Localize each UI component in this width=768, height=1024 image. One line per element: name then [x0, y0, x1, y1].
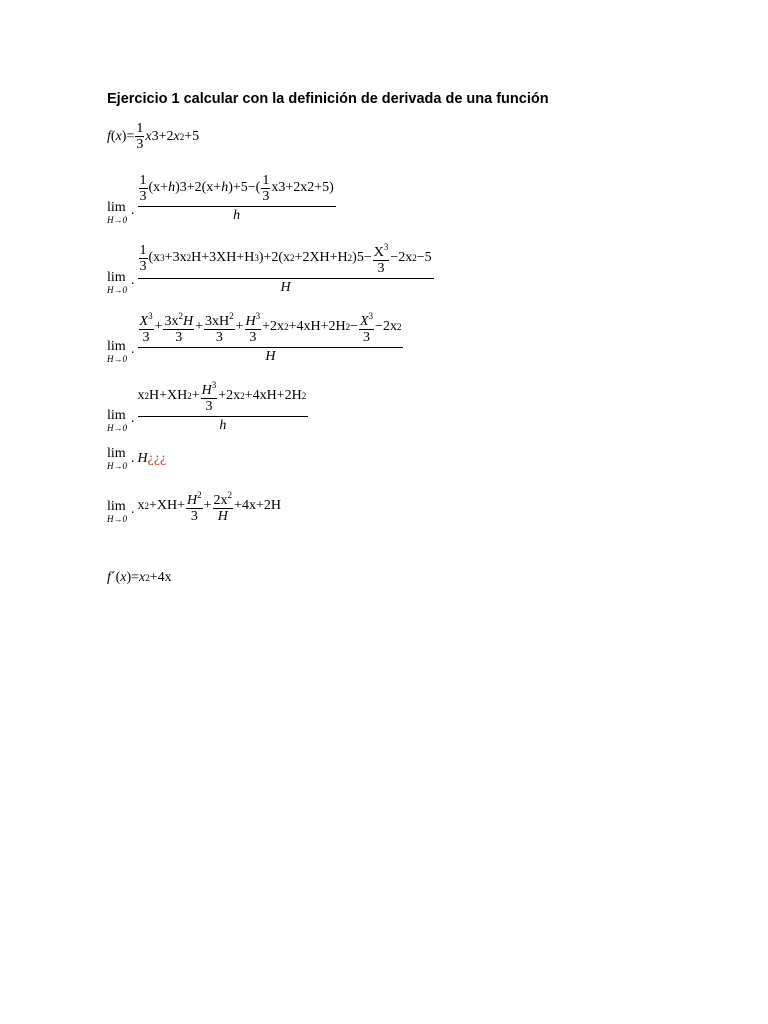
- limit-step-6: lim H→0 . x 2 +XH+ $\frac{H^2}{3}$ + $\frac{2x^2}{H}$ +4x+2H: [107, 490, 281, 524]
- function-definition: f ( x ) = $\frac{1}{3}$ x 3+2 x 2 +5: [107, 121, 200, 152]
- difference-quotient: $\frac{1}{3}$ (x+ h )3+2(x+ h )+5−( $\frac{1}{3}$ x3+2x2+5) h: [139, 172, 334, 223]
- limit-operator: lim H→0: [107, 200, 127, 225]
- limit-step-4: lim H→0 . x 2 H+XH 2 + $\frac{H^3}{3}$ +2x 2 +4xH+2H 2 h: [107, 380, 307, 433]
- limit-step-5: lim H→0 . H ¿¿¿: [107, 446, 167, 471]
- limit-step-2: lim H→0 . $\frac{1}{3}$ (x 3 +3x 2 H+3XH+H 3 )+2(x 2 +2XH+H 2 )5− $\frac{X^3}{3}$ −2x 2 −5 H: [107, 242, 432, 295]
- reduced-quotient: x 2 H+XH 2 + $\frac{H^3}{3}$ +2x 2 +4xH+2H 2 h: [137, 380, 307, 433]
- simplified-quotient: $\frac{X^3}{3}$ + $\frac{3x^2H}{3}$ + $\frac{3xH^2}{3}$ + $\frac{H^3}{3}$ +2x 2 +4xH+2H 2 − $\frac{X^3}{3}$ −2x 2 H: [139, 311, 402, 364]
- limit-step-3: lim H→0 . $\frac{X^3}{3}$ + $\frac{3x^2H}{3}$ + $\frac{3xH^2}{3}$ + $\frac{H^3}{3}$ +2x 2 +4xH+2H 2 − $\frac{X^3}{3}$ −2x 2 H: [107, 311, 402, 364]
- limit-step-1: lim H→0 . $\frac{1}{3}$ (x+ h )3+2(x+ h )+5−( $\frac{1}{3}$ x3+2x2+5) h: [107, 172, 334, 225]
- unknown-marks: ¿¿¿: [147, 451, 167, 466]
- derivative-result: f ´ ( x ) = x 2 +4x: [107, 570, 172, 585]
- expanded-quotient: $\frac{1}{3}$ (x 3 +3x 2 H+3XH+H 3 )+2(x 2 +2XH+H 2 )5− $\frac{X^3}{3}$ −2x 2 −5 H: [139, 242, 432, 295]
- exercise-heading: Ejercicio 1 calcular con la definición de derivada de una función: [107, 91, 549, 107]
- fraction-one-third: $\frac{1}{3}$: [136, 121, 144, 152]
